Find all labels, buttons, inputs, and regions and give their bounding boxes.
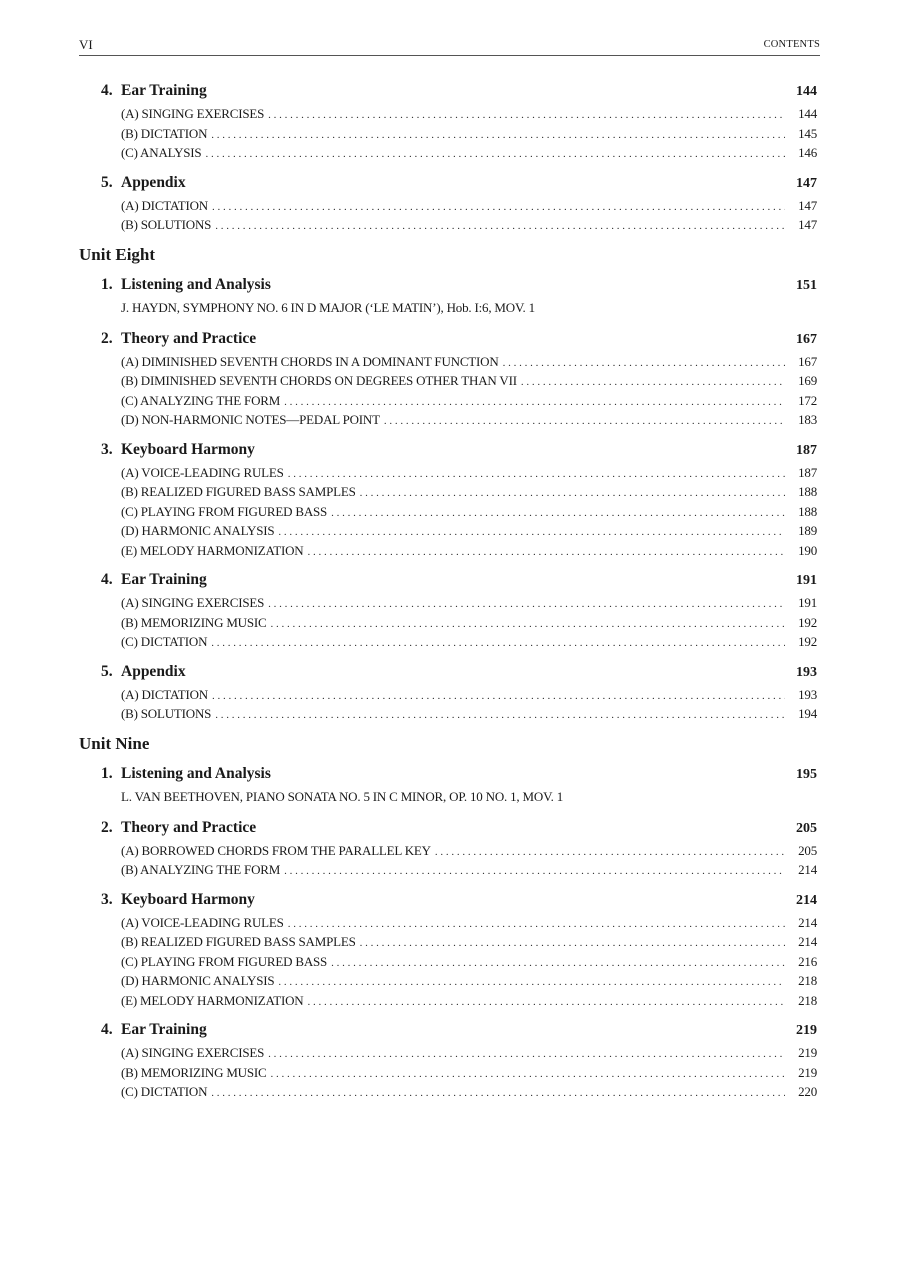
- toc-entry-label: (A) SINGING EXERCISES: [121, 1045, 265, 1060]
- section-page-number: 193: [796, 664, 817, 680]
- toc-entry-label: (B) MEMORIZING MUSIC: [121, 614, 267, 630]
- toc-entry-page: 191: [798, 595, 817, 610]
- toc-entry-label: (B) SOLUTIONS: [121, 217, 212, 232]
- toc-entry-page: 147: [798, 217, 817, 232]
- section-page-number: 187: [796, 442, 817, 458]
- toc-entry[interactable]: [121, 521, 820, 541]
- section-page-number: 205: [796, 820, 817, 836]
- toc-section: [101, 1019, 820, 1102]
- section-heading[interactable]: [101, 439, 820, 463]
- toc-entry-page: 219: [798, 1045, 817, 1060]
- toc-entry-page: 214: [798, 934, 817, 949]
- section-heading[interactable]: [101, 274, 820, 298]
- toc-item-list: [121, 1043, 820, 1102]
- toc-entry-page: 193: [798, 686, 817, 702]
- toc-entry[interactable]: [121, 932, 820, 952]
- section-number: 1.: [101, 764, 113, 782]
- toc-unit-block: [79, 733, 820, 1102]
- toc-entry-label: (A) DIMINISHED SEVENTH CHORDS IN A DOMINANT FUNCTION: [121, 353, 499, 369]
- section-heading-text: [101, 1019, 207, 1041]
- page-number: VI: [79, 37, 93, 52]
- section-title: Keyboard Harmony: [121, 890, 255, 908]
- toc-entry-label: (B) DIMINISHED SEVENTH CHORDS ON DEGREES OTHER THAN VII: [121, 373, 517, 388]
- toc-entry[interactable]: [121, 860, 820, 880]
- section-number: 3.: [101, 890, 113, 908]
- toc-entry[interactable]: [121, 215, 820, 235]
- toc-entry-label: (A) DICTATION: [121, 686, 208, 702]
- section-number: 3.: [101, 440, 113, 458]
- dot-leader: [268, 106, 785, 126]
- toc-entry[interactable]: [121, 841, 820, 861]
- toc-entry[interactable]: [121, 391, 820, 411]
- section-heading-text: [101, 274, 271, 296]
- dot-leader: [503, 354, 785, 374]
- dot-leader: [284, 862, 785, 882]
- toc-entry-page: 188: [798, 484, 817, 499]
- section-heading-text: [101, 172, 186, 194]
- section-title: Theory and Practice: [121, 818, 257, 836]
- toc-entry[interactable]: [121, 593, 820, 613]
- toc-entry[interactable]: [121, 685, 820, 705]
- section-title: Theory and Practice: [121, 329, 257, 347]
- toc-entry[interactable]: [121, 196, 820, 216]
- toc-entry-page: 144: [798, 106, 817, 121]
- toc-entry[interactable]: [121, 410, 820, 430]
- dot-leader: [211, 1084, 785, 1104]
- toc-item-list: [121, 913, 820, 1011]
- toc-entry[interactable]: [121, 1082, 820, 1102]
- section-subtitle: L. VAN BEETHOVEN, PIANO SONATA NO. 5 IN C MINOR, OP. 10 NO. 1, MOV. 1: [121, 788, 563, 804]
- running-header: [79, 37, 820, 56]
- toc-section: [101, 569, 820, 652]
- dot-leader: [211, 126, 785, 146]
- section-page-number: 144: [796, 84, 817, 99]
- dot-leader: [307, 993, 785, 1013]
- section-heading[interactable]: [101, 817, 820, 841]
- section-page-number: 214: [796, 892, 817, 908]
- dot-leader: [215, 217, 785, 237]
- section-page-number: 167: [796, 331, 817, 347]
- dot-leader: [331, 504, 785, 524]
- toc-entry-page: 147: [798, 197, 817, 213]
- section-page-number: 151: [796, 277, 817, 293]
- running-title: CONTENTS: [763, 39, 820, 50]
- toc-section: [101, 439, 820, 561]
- toc-section: [101, 328, 820, 430]
- toc-entry-page: 167: [798, 353, 817, 369]
- toc-entry-label: (A) BORROWED CHORDS FROM THE PARALLEL KEY: [121, 842, 431, 858]
- dot-leader: [360, 934, 785, 954]
- toc-entry-label: (C) DICTATION: [121, 1084, 208, 1099]
- section-title: Appendix: [121, 662, 186, 680]
- toc-entry-page: 192: [798, 614, 817, 630]
- toc-entry-label: (B) REALIZED FIGURED BASS SAMPLES: [121, 934, 356, 949]
- toc-entry[interactable]: [121, 1043, 820, 1063]
- dot-leader: [268, 595, 785, 615]
- toc-entry-label: (C) ANALYZING THE FORM: [121, 392, 281, 408]
- toc-entry-label: (C) PLAYING FROM FIGURED BASS: [121, 953, 328, 969]
- toc-entry[interactable]: [121, 124, 820, 144]
- section-page-number: 195: [796, 766, 817, 782]
- section-number: 1.: [101, 275, 113, 293]
- section-number: 2.: [101, 818, 113, 836]
- section-title: Appendix: [121, 173, 186, 191]
- toc-entry-page: 220: [798, 1084, 817, 1099]
- toc-entry-label: (C) DICTATION: [121, 634, 208, 649]
- toc-section: [101, 274, 820, 318]
- toc-item-list: [121, 593, 820, 652]
- toc-entry-page: 187: [798, 464, 817, 480]
- toc-item-list: [121, 104, 820, 163]
- unit-title: Unit Eight: [79, 244, 156, 264]
- toc-entry[interactable]: [121, 104, 820, 124]
- toc-entry-page: 190: [798, 542, 817, 558]
- toc-section: [101, 80, 820, 163]
- toc-entry[interactable]: [121, 913, 820, 933]
- toc-entry[interactable]: [121, 371, 820, 391]
- section-heading[interactable]: [101, 1019, 820, 1043]
- section-heading-text: [101, 763, 271, 785]
- toc-entry-page: 192: [798, 634, 817, 649]
- section-page-number: 219: [796, 1023, 817, 1038]
- toc-entry-label: (B) DICTATION: [121, 125, 208, 141]
- toc-entry-label: (A) VOICE-LEADING RULES: [121, 464, 284, 480]
- toc-section: [101, 889, 820, 1011]
- toc-entry-label: (A) SINGING EXERCISES: [121, 106, 265, 121]
- toc-entry-page: 218: [798, 973, 817, 988]
- section-heading[interactable]: [101, 328, 820, 352]
- toc-entry[interactable]: [121, 463, 820, 483]
- section-subtitle: J. HAYDN, SYMPHONY NO. 6 IN D MAJOR (‘LE MATIN’), Hob. I:6, MOV. 1: [121, 299, 535, 315]
- toc-section: [101, 763, 820, 807]
- section-heading[interactable]: [101, 80, 820, 104]
- toc-entry-label: (C) PLAYING FROM FIGURED BASS: [121, 503, 328, 519]
- section-number: 5.: [101, 173, 113, 191]
- section-heading-text: [101, 889, 255, 911]
- dot-leader: [360, 484, 785, 504]
- toc-item-list: [121, 841, 820, 880]
- toc-entry-label: (E) MELODY HARMONIZATION: [121, 992, 304, 1008]
- toc-item-list: [121, 463, 820, 561]
- toc-entry-page: 214: [798, 914, 817, 930]
- dot-leader: [212, 198, 785, 218]
- section-heading-text: [101, 80, 207, 102]
- section-number: 2.: [101, 329, 113, 347]
- toc-entry-label: (B) ANALYZING THE FORM: [121, 862, 281, 877]
- section-title: Listening and Analysis: [121, 764, 271, 782]
- toc-entry-page: 218: [798, 992, 817, 1008]
- dot-leader: [331, 954, 785, 974]
- table-of-contents: [79, 80, 820, 1111]
- toc-section: [101, 172, 820, 235]
- toc-entry[interactable]: [121, 482, 820, 502]
- toc-entry[interactable]: [121, 952, 820, 972]
- toc-item-list: [121, 685, 820, 724]
- section-title: Keyboard Harmony: [121, 440, 255, 458]
- toc-section: [101, 817, 820, 880]
- section-title: Ear Training: [121, 82, 207, 99]
- toc-entry[interactable]: [121, 541, 820, 561]
- toc-entry[interactable]: [121, 704, 820, 724]
- toc-entry-label: (B) MEMORIZING MUSIC: [121, 1064, 267, 1080]
- toc-entry-page: 194: [798, 706, 817, 721]
- section-page-number: 147: [796, 175, 817, 191]
- dot-leader: [271, 1065, 785, 1085]
- toc-entry-label: (B) SOLUTIONS: [121, 706, 212, 721]
- dot-leader: [268, 1045, 785, 1065]
- toc-entry-page: 216: [798, 953, 817, 969]
- dot-leader: [211, 634, 785, 654]
- section-heading[interactable]: [101, 763, 820, 787]
- section-heading-text: [101, 661, 186, 683]
- section-page-number: 191: [796, 573, 817, 588]
- toc-entry[interactable]: [121, 143, 820, 163]
- toc-entry[interactable]: [121, 352, 820, 372]
- section-heading[interactable]: [101, 172, 820, 196]
- toc-item-list: [121, 196, 820, 235]
- toc-entry-page: 169: [798, 373, 817, 388]
- toc-entry-page: 146: [798, 145, 817, 160]
- toc-entry-label: (E) MELODY HARMONIZATION: [121, 542, 304, 558]
- dot-leader: [307, 543, 785, 563]
- toc-entry-page: 189: [798, 523, 817, 538]
- section-number: 4.: [101, 571, 113, 588]
- section-heading[interactable]: [101, 661, 820, 685]
- toc-entry[interactable]: [121, 1063, 820, 1083]
- toc-entry-label: (D) HARMONIC ANALYSIS: [121, 523, 275, 538]
- dot-leader: [278, 523, 785, 543]
- section-number: 5.: [101, 662, 113, 680]
- section-heading-text: [101, 817, 256, 839]
- toc-entry-page: 214: [798, 862, 817, 877]
- toc-entry-page: 145: [798, 125, 817, 141]
- toc-entry-label: (A) DICTATION: [121, 197, 208, 213]
- toc-entry-page: 172: [798, 392, 817, 408]
- section-title: Ear Training: [121, 1021, 207, 1038]
- toc-entry-label: (A) SINGING EXERCISES: [121, 595, 265, 610]
- section-heading[interactable]: [101, 889, 820, 913]
- section-number: 4.: [101, 82, 113, 99]
- section-heading-text: [101, 328, 256, 350]
- toc-entry-page: 205: [798, 842, 817, 858]
- toc-item-list: [121, 352, 820, 430]
- section-heading-text: [101, 439, 255, 461]
- toc-entry-label: (C) ANALYSIS: [121, 145, 202, 160]
- dot-leader: [288, 915, 785, 935]
- unit-title: Unit Nine: [79, 733, 150, 753]
- dot-leader: [205, 145, 785, 165]
- dot-leader: [278, 973, 785, 993]
- toc-entry-label: (A) VOICE-LEADING RULES: [121, 914, 284, 930]
- toc-entry-page: 183: [798, 412, 817, 427]
- dot-leader: [384, 412, 785, 432]
- toc-entry-label: (D) NON-HARMONIC NOTES—PEDAL POINT: [121, 412, 380, 427]
- toc-entry-label: (B) REALIZED FIGURED BASS SAMPLES: [121, 484, 356, 499]
- section-title: Ear Training: [121, 571, 207, 588]
- toc-entry[interactable]: [121, 991, 820, 1011]
- dot-leader: [215, 706, 785, 726]
- toc-section: [101, 661, 820, 724]
- toc-unit-block: [79, 244, 820, 724]
- toc-entry[interactable]: [121, 971, 820, 991]
- section-title: Listening and Analysis: [121, 275, 271, 293]
- toc-unit-block: [79, 80, 820, 235]
- toc-entry-page: 188: [798, 503, 817, 519]
- section-heading[interactable]: [101, 569, 820, 593]
- toc-entry-label: (D) HARMONIC ANALYSIS: [121, 973, 275, 988]
- dot-leader: [521, 373, 785, 393]
- toc-entry-page: 219: [798, 1064, 817, 1080]
- toc-entry[interactable]: [121, 632, 820, 652]
- dot-leader: [271, 615, 785, 635]
- section-heading-text: [101, 569, 207, 591]
- toc-entry[interactable]: [121, 502, 820, 522]
- section-number: 4.: [101, 1021, 113, 1038]
- toc-entry[interactable]: [121, 613, 820, 633]
- dot-leader: [288, 465, 785, 485]
- dot-leader: [212, 687, 785, 707]
- dot-leader: [435, 843, 785, 863]
